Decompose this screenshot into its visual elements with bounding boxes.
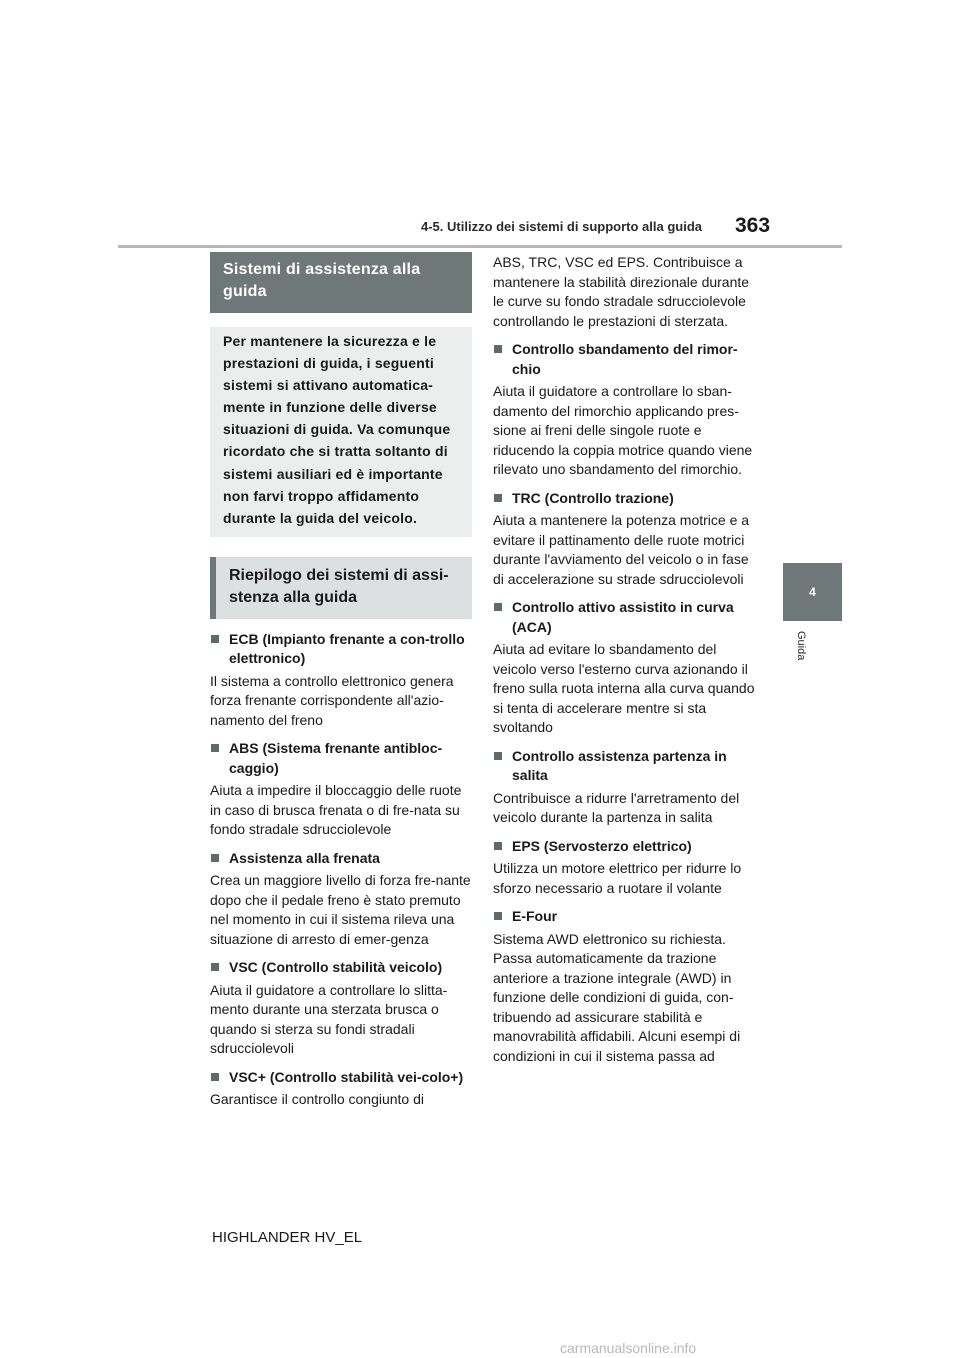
- header-divider: [118, 245, 842, 248]
- item-description: Crea un maggiore livello di forza fre-nante dopo che il pedale freno è stato premuto nel momento in cui il sistema rileva una situazione di arresto di emer-genza: [210, 872, 471, 947]
- square-bullet-icon: [494, 345, 502, 353]
- square-bullet-icon: [211, 854, 219, 862]
- list-item: [210, 630, 472, 731]
- list-item: [210, 1068, 472, 1110]
- square-bullet-icon: [494, 603, 502, 611]
- chapter-number: 4: [809, 585, 816, 599]
- section-breadcrumb: 4-5. Utilizzo dei sistemi di supporto alla guida: [421, 219, 702, 234]
- item-description: Aiuta il guidatore a controllare lo slitta-mento durante una sterzata brusca o quando si sterza su fondi stradali sdrucciolevoli: [210, 981, 448, 1057]
- item-description: Contribuisce a ridurre l'arretramento del veicolo durante la partenza in salita: [493, 789, 740, 825]
- square-bullet-icon: [211, 635, 219, 643]
- item-description: Sistema AWD elettronico su richiesta. Passa automaticamente da trazione anteriore a trazione integrale (AWD) in funzione delle condizioni di guida, con-tribuendo ad assicurare stabilità e manovrabilità affidabili. Alcuni esempi di condizioni in cui il sistema passa ad: [493, 930, 741, 1064]
- item-description: Aiuta a impedire il bloccaggio delle ruote in caso di brusca frenata o di fre-nata su fondo stradale sdrucciolevole: [210, 782, 462, 838]
- chapter-label: Guida: [795, 631, 807, 661]
- item-title: EPS (Servosterzo elettrico): [493, 837, 755, 857]
- item-title: Controllo attivo assistito in curva (ACA): [493, 598, 755, 637]
- chapter-tab[interactable]: [783, 563, 842, 621]
- footer-model-name: HIGHLANDER HV_EL: [212, 1229, 363, 1246]
- square-bullet-icon: [494, 912, 502, 920]
- square-bullet-icon: [211, 744, 219, 752]
- item-description: Aiuta a mantenere la potenza motrice e a evitare il pattinamento delle ruote motrici durante l'avviamento del veicolo o in fase di accelerazione su strade sdrucciolevoli: [493, 512, 750, 587]
- list-item: [493, 837, 755, 899]
- list-item: [493, 907, 755, 1066]
- section-header-assist: Sistemi di assistenza alla guida: [210, 252, 472, 313]
- right-column: [493, 253, 755, 1066]
- section-header-summary: Riepilogo dei sistemi di assi-stenza alla guida: [210, 557, 472, 619]
- item-title: ABS (Sistema frenante antibloc-caggio): [210, 739, 472, 778]
- list-item: [210, 849, 472, 950]
- square-bullet-icon: [494, 494, 502, 502]
- square-bullet-icon: [211, 963, 219, 971]
- list-item: [210, 739, 472, 840]
- left-item-list: [210, 630, 472, 1110]
- item-description: Aiuta ad evitare lo sbandamento del veicolo verso l'esterno curva azionando il freno sulla ruota interna alla curva quando si tenta di accelerare mentre si sta svoltando: [493, 641, 755, 735]
- item-title: VSC+ (Controllo stabilità vei-colo+): [210, 1068, 472, 1088]
- list-item: [493, 489, 755, 590]
- page-number: 363: [735, 214, 771, 237]
- item-title: Assistenza alla frenata: [210, 849, 472, 869]
- item-title: ECB (Impianto frenante a con-trollo elettronico): [210, 630, 472, 669]
- item-description: Aiuta il guidatore a controllare lo sban-damento del rimorchio applicando pres-sione ai freni delle singole ruote e riducendo la coppia motrice quando viene rilevato uno sbandamento del rimorchio.: [493, 383, 753, 477]
- list-item: [493, 747, 755, 828]
- square-bullet-icon: [494, 752, 502, 760]
- square-bullet-icon: [494, 842, 502, 850]
- continuation-text: ABS, TRC, VSC ed EPS. Contribuisce a mantenere la stabilità direzionale durante le curve su fondo stradale sdrucciolevole controllando le prestazioni di sterzata.: [493, 254, 750, 329]
- item-description: Il sistema a controllo elettronico genera forza frenante corrispondente all'azio-namento del freno: [210, 672, 454, 728]
- watermark-text: carmanualsonline.info: [560, 1340, 697, 1356]
- list-item: [493, 340, 755, 480]
- left-column: [210, 252, 472, 1110]
- list-item: [493, 598, 755, 738]
- item-title: Controllo sbandamento del rimor-chio: [493, 340, 755, 379]
- item-title: Controllo assistenza partenza in salita: [493, 747, 755, 786]
- item-title: TRC (Controllo trazione): [493, 489, 755, 509]
- item-description: Garantisce il controllo congiunto di: [210, 1091, 425, 1108]
- list-item: [210, 958, 472, 1059]
- square-bullet-icon: [211, 1073, 219, 1081]
- item-title: E-Four: [493, 907, 755, 927]
- item-description: Utilizza un motore elettrico per ridurre lo sforzo necessario a ruotare il volante: [493, 860, 742, 896]
- item-title: VSC (Controllo stabilità veicolo): [210, 958, 472, 978]
- intro-box: Per mantenere la sicurezza e le prestazioni di guida, i seguenti sistemi si attivano automatica-mente in funzione delle diverse situazioni di guida. Va comunque ricordato che si tratta soltanto di sistemi ausiliari ed è importante non farvi troppo affidamento durante la guida del veicolo.: [210, 327, 472, 537]
